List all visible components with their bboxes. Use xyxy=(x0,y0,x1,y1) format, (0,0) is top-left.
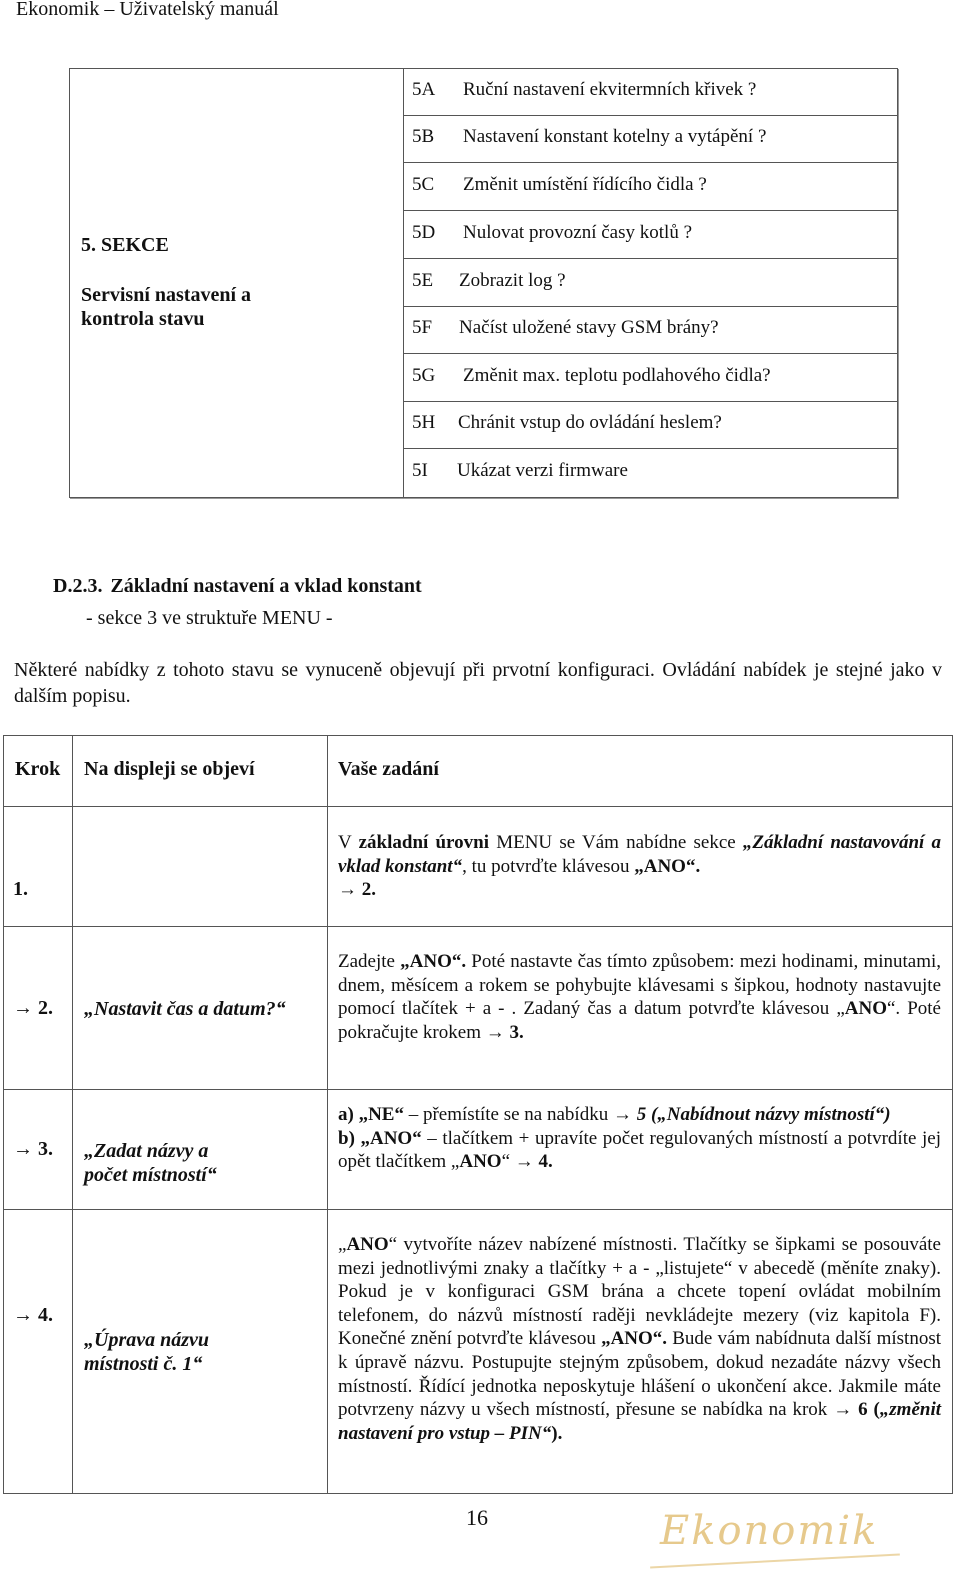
menu-item-label: Nulovat provozní časy kotlů ? xyxy=(463,222,693,243)
text-bold: → 2. xyxy=(338,879,376,901)
menu-item-5i xyxy=(403,450,897,497)
menu-item-5e xyxy=(403,260,897,307)
menu-item-5d xyxy=(403,212,897,259)
ekonomik-logo: Ekonomik xyxy=(660,1508,879,1554)
menu-item-5g xyxy=(403,355,897,402)
step-4-number: → 4. xyxy=(13,1304,53,1326)
menu-item-code: 5G xyxy=(412,365,436,386)
menu-item-code: 5I xyxy=(412,460,428,481)
page-number: 16 xyxy=(466,1505,488,1530)
section-subtitle: Servisní nastavení a kontrola stavu xyxy=(81,284,252,330)
step-1-description xyxy=(338,831,941,902)
header-input: Vaše zadání xyxy=(338,758,439,780)
step-2-description xyxy=(338,950,941,1044)
text-bold: ). xyxy=(551,1422,563,1444)
header-step: Krok xyxy=(15,758,61,780)
menu-item-5c xyxy=(403,164,897,211)
menu-item-5f xyxy=(403,307,897,354)
menu-item-label: Ruční nastavení ekvitermních křivek ? xyxy=(463,79,757,100)
menu-item-label: Ukázat verzi firmware xyxy=(457,460,628,481)
text: Bude vám nabídnuta další místnost k úpravě názvu. Postupujte stejným způsobem, dokud nezadáte názvy všech místností. Řídící jednotka neposkytuje hlášení o ukončení akce. Jakmile máte potvrzeny názvy u všech místností, přesune se nabídka na krok xyxy=(338,1328,942,1421)
text: „ xyxy=(338,1234,347,1255)
menu-item-label: Změnit max. teplotu podlahového čidla? xyxy=(463,365,771,386)
row-divider xyxy=(4,1209,952,1210)
text-bold-italic: „Základní nastavování a vklad konstant“ xyxy=(338,832,942,877)
menu-item-5b xyxy=(403,116,897,163)
text-bold: b) „ANO“ xyxy=(338,1127,422,1149)
text-bold: „ANO“. xyxy=(634,855,701,877)
text: “ vytvoříte název nabízené místnosti. Tlačítky se šipkami se posouváte mezi jednotlivými znaky a tlačítky + a - „listujete“ v abecedě (měníte znaky). Pokud je v konfiguraci GSM brána a chcete topení ovládat mobilním telefonem, do názvů místností raději nevkládejte mezery (viz kapitola F). Konečné znění potvrďte klávesou xyxy=(338,1234,941,1350)
section-5-label-cell xyxy=(70,69,404,497)
text: – tlačítkem + upravíte počet regulovaných místností a potvrdíte jej opět tlačítkem „ xyxy=(338,1127,941,1173)
menu-item-code: 5H xyxy=(412,412,436,433)
text-bold: a) „NE“ xyxy=(338,1104,404,1125)
text-bold: ANO xyxy=(459,1151,502,1173)
column-divider xyxy=(327,736,328,1493)
text: Zadejte xyxy=(338,951,395,972)
section-subheading: - sekce 3 ve struktuře MENU - xyxy=(86,607,333,629)
text-bold: → 6 ( xyxy=(833,1399,880,1421)
step-3-number: → 3. xyxy=(13,1138,53,1160)
text: V xyxy=(338,832,352,853)
text: Poté nastavte čas tímto způsobem: mezi hodinami, minutami, dnem, měsícem a rokem se pohybujte klávesami s šipkou, hodnoty nastavujte pomocí tlačítek + a - . Zadaný čas a datum potvrďte klávesou „ xyxy=(338,951,942,1020)
header-display: Na displeji se objeví xyxy=(84,758,255,780)
text: MENU se Vám nabídne sekce xyxy=(496,832,736,853)
text-bold: → 4. xyxy=(514,1151,553,1173)
step-1-number: 1. xyxy=(13,878,28,900)
menu-item-label: Nastavení konstant kotelny a vytápění ? xyxy=(463,126,767,147)
text-bold: ANO xyxy=(346,1234,389,1255)
column-divider xyxy=(72,736,73,1493)
text-bold: „ANO“. xyxy=(601,1328,668,1350)
text-bold: → 3. xyxy=(485,1021,524,1043)
menu-item-label: Chránit vstup do ovládání heslem? xyxy=(458,412,722,433)
step-3-display: „Zadat názvy a počet místností“ xyxy=(84,1140,217,1186)
row-divider xyxy=(4,926,952,927)
logo-underline xyxy=(650,1553,900,1568)
step-3-description xyxy=(338,1103,941,1174)
step-2-display: „Nastavit čas a datum?“ xyxy=(84,998,286,1020)
menu-item-code: 5E xyxy=(412,270,434,291)
text: – přemístíte se na nabídku xyxy=(403,1104,613,1125)
menu-item-5h xyxy=(403,402,897,449)
text: “. Poté pokračujte krokem xyxy=(338,998,941,1043)
step-4-description xyxy=(338,1233,941,1445)
heading-number: D.2.3. xyxy=(53,575,103,597)
text: “ xyxy=(501,1151,515,1173)
step-4-display: „Úprava názvu místnosti č. 1“ xyxy=(84,1329,210,1375)
menu-item-5a xyxy=(403,69,897,116)
menu-item-code: 5F xyxy=(412,317,433,338)
menu-item-code: 5A xyxy=(412,79,436,100)
section-5-table xyxy=(69,68,898,498)
section-title: 5. SEKCE xyxy=(81,234,169,256)
row-divider xyxy=(4,806,952,807)
row-divider xyxy=(4,1089,952,1090)
text-bold: základní úrovni xyxy=(358,832,489,853)
text-bold-italic: „změnit nastavení pro vstup – PIN“ xyxy=(338,1399,942,1444)
menu-item-code: 5C xyxy=(412,174,435,195)
text-bold: „ANO“. xyxy=(400,951,467,972)
intro-paragraph: Některé nabídky z tohoto stavu se vynuceně objevují při prvotní konfiguraci. Ovládání nabídek je stejné jako v dalším popisu. xyxy=(14,659,942,707)
menu-item-code: 5D xyxy=(412,222,436,243)
heading-title: Základní nastavení a vklad konstant xyxy=(110,575,422,597)
section-heading xyxy=(53,575,422,598)
steps-table xyxy=(3,735,953,1494)
menu-item-code: 5B xyxy=(412,126,435,147)
running-header: Ekonomik – Uživatelský manuál xyxy=(16,0,279,20)
step-2-number: → 2. xyxy=(13,997,53,1019)
menu-item-label: Načíst uložené stavy GSM brány? xyxy=(459,317,719,338)
text-bold-italic: → 5 („Nabídnout názvy místností“) xyxy=(612,1104,891,1125)
text-bold: ANO xyxy=(844,998,887,1020)
text: , tu potvrďte klávesou xyxy=(462,855,630,877)
menu-item-label: Zobrazit log ? xyxy=(459,270,566,291)
menu-item-label: Změnit umístění řídícího čidla ? xyxy=(463,174,707,195)
